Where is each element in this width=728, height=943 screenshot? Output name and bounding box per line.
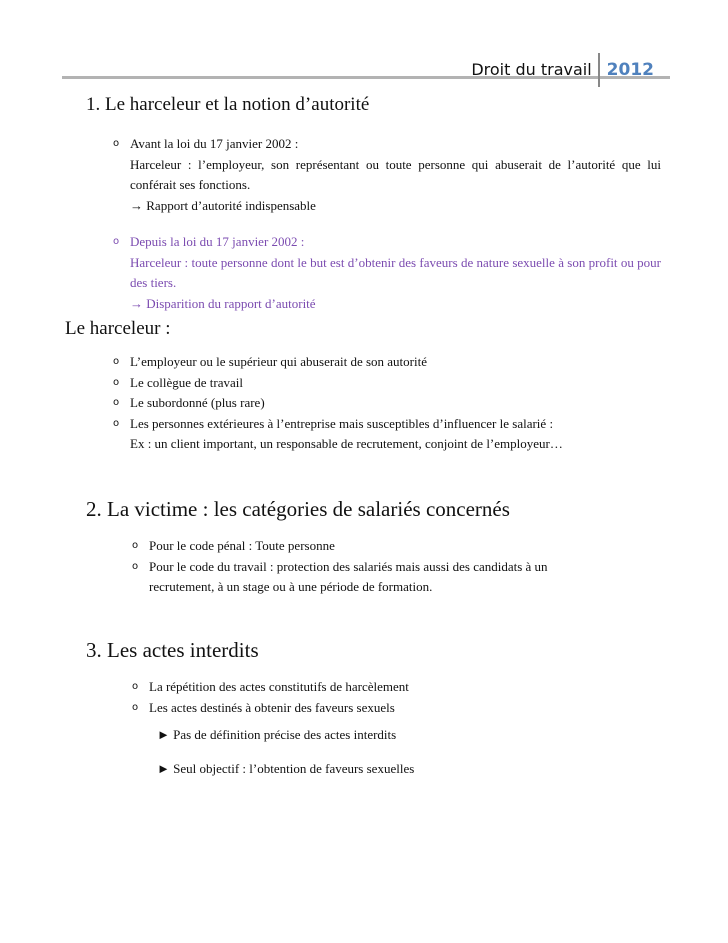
list-item (113, 232, 661, 314)
actes-item-1: La répétition des actes constitutifs de harcèlement (149, 679, 409, 694)
list-item (113, 134, 661, 216)
victime-list (132, 536, 602, 598)
harceleur-list (113, 352, 673, 455)
harceleur-item-1: L’employeur ou le supérieur qui abuserait de son autorité (130, 354, 427, 369)
actes-list (132, 677, 602, 718)
before-law-date: Avant la loi du 17 janvier 2002 : (130, 136, 299, 151)
bullet-icon: o (132, 681, 139, 692)
bullet-icon: o (113, 356, 120, 367)
header-title: Droit du travail (471, 60, 592, 79)
header-separator (598, 53, 600, 87)
after-law-definition: Harceleur : toute personne dont le but est d’obtenir des faveurs de nature sexuelle à son profit ou pour des tiers. (130, 254, 661, 290)
list-item (132, 536, 602, 557)
list-item (113, 373, 673, 394)
after-law-block (113, 232, 661, 314)
harceleur-item-2: Le collègue de travail (130, 374, 243, 390)
bullet-icon: o (132, 560, 139, 572)
before-law-conclusion: → Rapport d’autorité indispensable (130, 197, 316, 213)
after-law-date: Depuis la loi du 17 janvier 2002 : (130, 234, 305, 249)
bullet-icon: o (132, 540, 139, 551)
after-law-conclusion: → Disparition du rapport d’autorité (130, 295, 316, 311)
bullet-icon: o (113, 397, 120, 408)
victime-item-1: Pour le code pénal : Toute personne (149, 538, 335, 553)
harceleur-item-3: Le subordonné (plus rare) (130, 395, 265, 410)
section-1-title: 1. Le harceleur et la notion d’autorité (86, 94, 370, 115)
bullet-icon: o (113, 417, 120, 429)
actes-point-1: ► Pas de définition précise des actes interdits (157, 727, 397, 742)
list-item (113, 414, 673, 455)
section-3-title: 3. Les actes interdits (86, 638, 259, 662)
harceleur-example: Ex : un client important, un responsable de recrutement, conjoint de l’employeur… (130, 436, 563, 451)
list-item (132, 677, 602, 698)
harceleur-item-4: Les personnes extérieures à l’entreprise mais susceptibles d’influencer le salarié : (130, 415, 554, 431)
section-2-title: 2. La victime : les catégories de salariés concernés (86, 497, 510, 521)
actes-item-2: Les actes destinés à obtenir des faveurs sexuels (149, 699, 395, 715)
bullet-icon: o (113, 138, 120, 149)
list-item (132, 698, 602, 719)
before-law-definition: Harceleur : l’employeur, son représentant ou toute personne qui abuserait de l’autorité que lui conférait ses fonctions. (130, 156, 661, 192)
list-item (113, 393, 673, 414)
list-item (113, 352, 673, 373)
header-year: 2012 (606, 60, 654, 80)
page-header (62, 40, 670, 79)
list-item (132, 557, 602, 598)
before-law-block (113, 134, 661, 216)
harceleur-title: Le harceleur : (65, 318, 171, 339)
bullet-icon: o (132, 701, 139, 713)
header-inner (471, 48, 654, 82)
bullet-icon: o (113, 236, 120, 247)
bullet-icon: o (113, 376, 120, 388)
victime-item-2: Pour le code du travail : protection des salariés mais aussi des candidats à un recrutement, à un stage ou à une période de formation. (149, 558, 548, 594)
actes-point-2: ► Seul objectif : l’obtention de faveurs sexuelles (157, 761, 415, 776)
